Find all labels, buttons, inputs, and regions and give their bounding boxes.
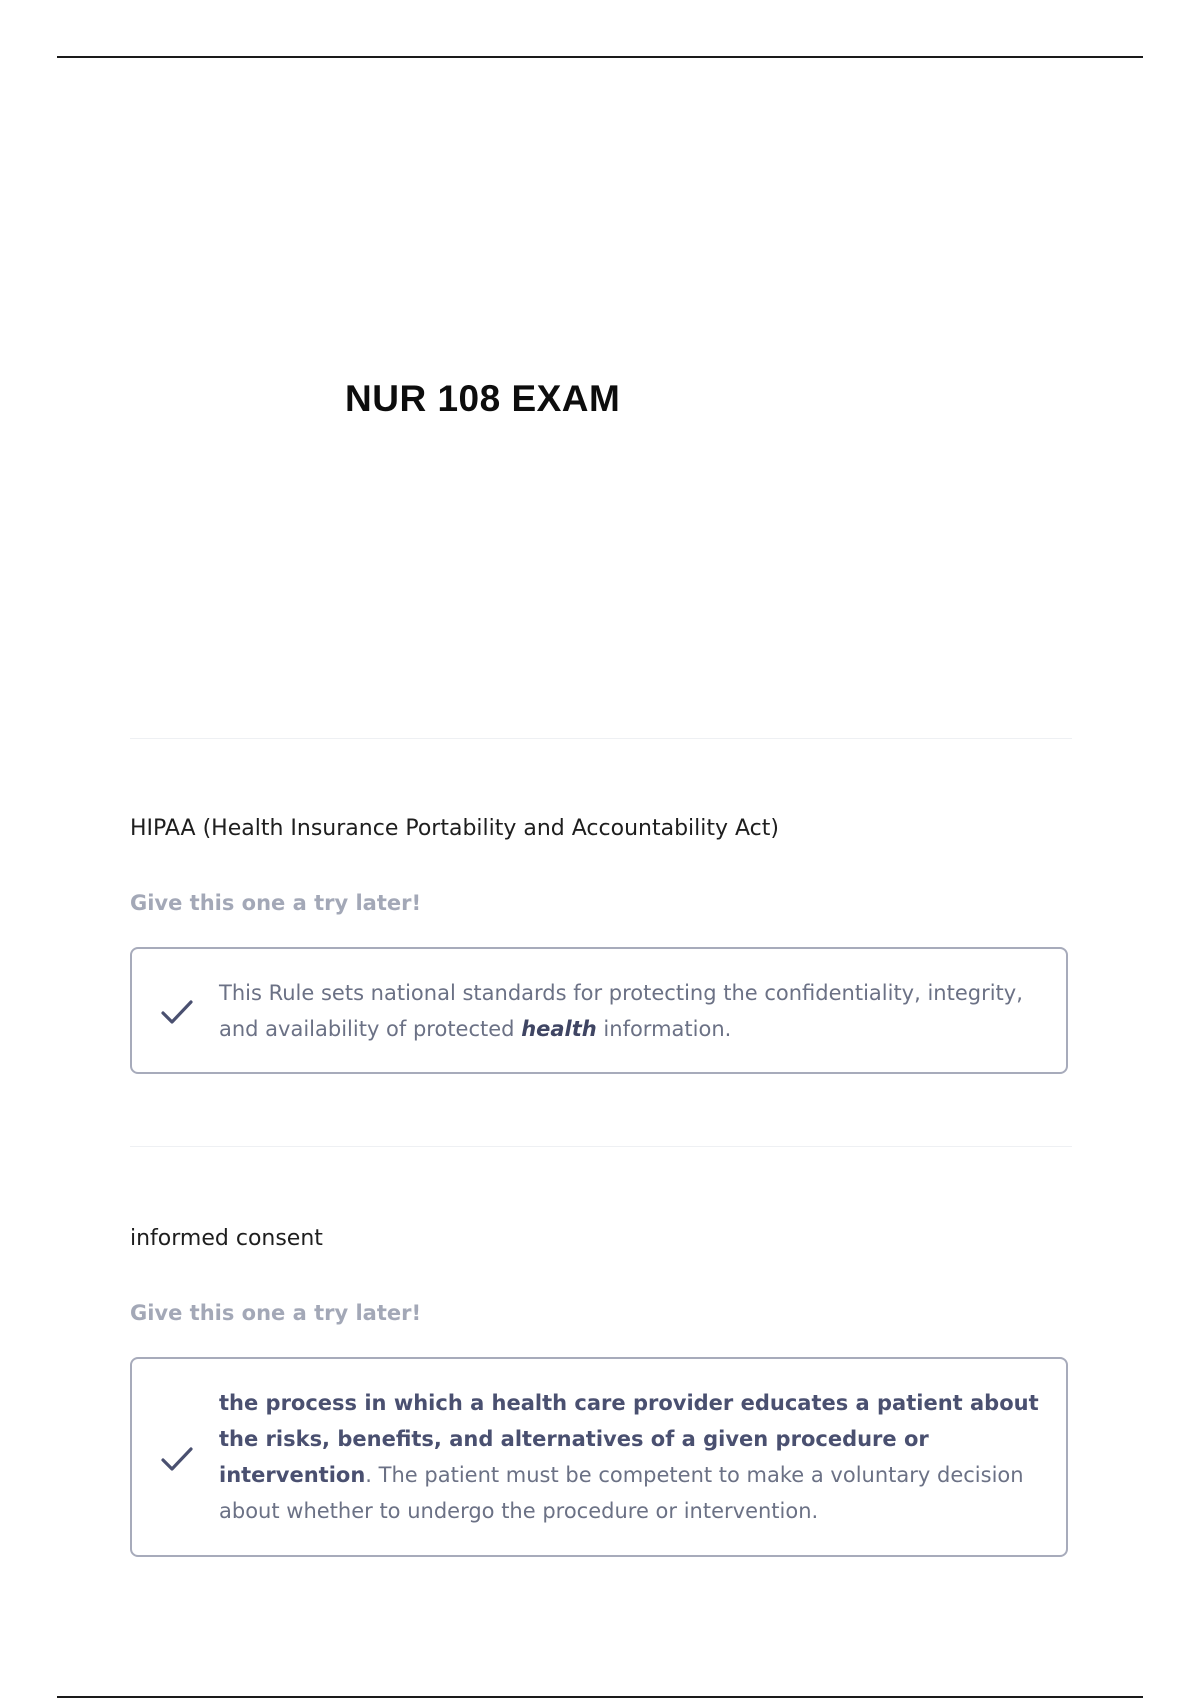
top-rule bbox=[57, 56, 1143, 58]
card-term: HIPAA (Health Insurance Portability and Accountability Act) bbox=[130, 816, 779, 841]
card-divider bbox=[130, 1146, 1072, 1147]
check-icon bbox=[159, 1441, 195, 1477]
card-divider bbox=[130, 738, 1072, 739]
answer-text bbox=[219, 1385, 1040, 1529]
check-icon bbox=[159, 994, 195, 1030]
page-title: NUR 108 EXAM bbox=[345, 378, 621, 419]
answer-text-part: . The patient must be competent to make a voluntary decision about whether to undergo the procedure or intervention. bbox=[219, 1463, 1024, 1523]
answer-card[interactable] bbox=[130, 947, 1068, 1074]
try-later-hint: Give this one a try later! bbox=[130, 1301, 422, 1325]
answer-card[interactable] bbox=[130, 1357, 1068, 1557]
answer-emphasis: health bbox=[521, 1017, 597, 1041]
answer-text-part: This Rule sets national standards for protecting the confidentiality, integrity, and availability of protected bbox=[219, 981, 1023, 1041]
try-later-hint: Give this one a try later! bbox=[130, 891, 422, 915]
answer-text-part: information. bbox=[596, 1017, 732, 1041]
bottom-rule bbox=[57, 1696, 1143, 1698]
card-term: informed consent bbox=[130, 1226, 323, 1251]
answer-bold-text: the process in which a health care provider educates a patient about the risks, benefits, and alternatives of a given procedure or intervention bbox=[219, 1391, 1039, 1487]
answer-text bbox=[219, 975, 1040, 1047]
